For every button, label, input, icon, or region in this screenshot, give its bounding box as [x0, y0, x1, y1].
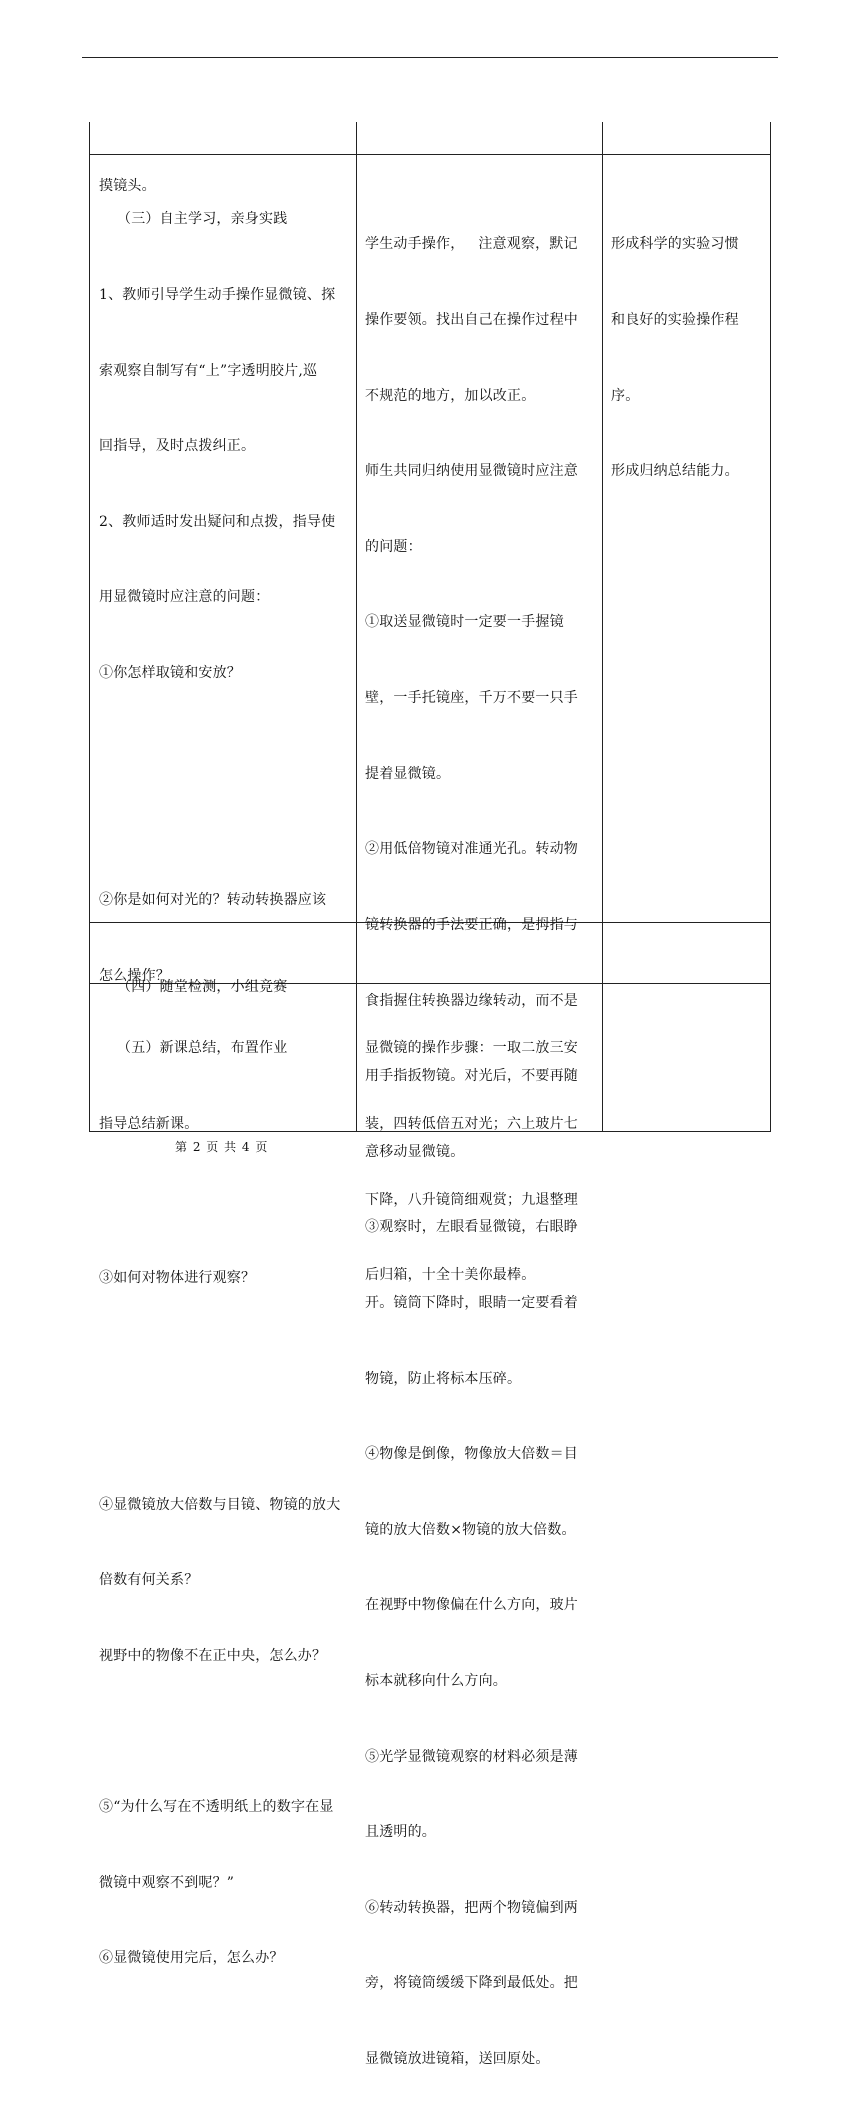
text-line: 物镜，防止将标本压碎。: [365, 1370, 522, 1387]
text-line: 下降，八升镜筒细观赏；九退整理: [365, 1191, 578, 1208]
blank-line: [99, 1417, 340, 1442]
text-line: 指导总结新课。: [99, 1116, 199, 1133]
answer-5: ⑤光学显微镜观察的材料必须是薄: [365, 1748, 578, 1765]
question-3: ③如何对物体进行观察？: [99, 1269, 256, 1286]
text-line: 旁，将镜筒缓缓下降到最低处。把: [365, 1975, 578, 1992]
text-line: 标本就移向什么方向。: [365, 1672, 507, 1689]
question-2: ②你是如何对光的？转动转换器应该: [99, 891, 327, 908]
answer-2: ②用低倍物镜对准通光孔。转动物: [365, 841, 578, 858]
text-line: 镜转换器的手法要正确，是拇指与: [365, 916, 578, 933]
answer-3: ③观察时，左眼看显微镜，右眼睁: [365, 1219, 578, 1236]
text-line: 不规范的地方，加以改正。: [365, 387, 536, 404]
row-divider-1: [89, 154, 771, 155]
text-line: 意移动显微镜。: [365, 1143, 465, 1160]
answer-4: ④物像是倒像，物像放大倍数＝目: [365, 1446, 578, 1463]
question-5: ⑤“为什么写在不透明纸上的数字在显: [99, 1799, 334, 1816]
text-line: 壁，一手托镜座，千万不要一只手: [365, 690, 578, 707]
text-line: 1、教师引导学生动手操作显微镜、探: [99, 287, 336, 304]
page-number-footer: 第 2 页 共 4 页: [175, 1140, 269, 1154]
answer-6: ⑥转动转换器，把两个物镜偏到两: [365, 1899, 578, 1916]
text-line: 倍数有何关系？: [99, 1572, 199, 1589]
question-1: ①你怎样取镜和安放？: [99, 665, 241, 682]
cell-summary: [365, 986, 578, 1339]
text-line: 在视野中物像偏在什么方向，玻片: [365, 1597, 578, 1614]
text-line: 食指握住转换器边缘转动，而不是: [365, 992, 578, 1009]
question-6: ⑥显微镜使用完后，怎么办？: [99, 1950, 284, 1967]
cell-teacher-r3: [99, 986, 287, 1188]
text-line: 索观察自制写有“上”字透明胶片,巡: [99, 362, 318, 379]
text-line: 用手指扳物镜。对光后，不要再随: [365, 1068, 578, 1085]
section-heading: （四）随堂检测，小组竞赛: [117, 979, 288, 996]
text-line: （三）自主学习，亲身实践: [117, 211, 288, 228]
column-divider-2: [602, 122, 603, 1132]
section-heading: （五）新课总结，布置作业: [117, 1040, 288, 1057]
text-line: 怎么操作？: [99, 967, 170, 984]
blank-line: [99, 1720, 340, 1745]
cell-design-intent: [611, 182, 739, 535]
text-line: 摸镜头。: [99, 178, 156, 195]
text-line: 序。: [611, 387, 640, 404]
text-line: 师生共同归纳使用显微镜时应注意: [365, 463, 578, 480]
text-line: 回指导，及时点拨纠正。: [99, 438, 256, 455]
text-line: 镜的放大倍数×物镜的放大倍数。: [365, 1521, 576, 1538]
header-rule: [82, 57, 778, 58]
table-border-right: [770, 122, 771, 1132]
text-line: 形成归纳总结能力。: [611, 463, 739, 480]
answer-1: ①取送显微镜时一定要一手握镜: [365, 614, 564, 631]
text-line: 和良好的实验操作程: [611, 312, 739, 329]
text-line: 装，四转低倍五对光；六上玻片七: [365, 1116, 578, 1133]
text-line: 视野中的物像不在正中央，怎么办？: [99, 1647, 327, 1664]
blank-line: [99, 737, 340, 762]
text-line: 显微镜放进镜箱，送回原处。: [365, 2051, 550, 2068]
column-divider-1: [356, 122, 357, 1132]
text-line: 且透明的。: [365, 1824, 436, 1841]
table-border-left: [89, 122, 90, 1132]
text-line: 提着显微镜。: [365, 765, 451, 782]
text-line: 形成科学的实验习惯: [611, 236, 739, 253]
text-line: 开。镜筒下降时，眼睛一定要看着: [365, 1294, 578, 1311]
question-4: ④显微镜放大倍数与目镜、物镜的放大: [99, 1496, 341, 1513]
blank-line: [99, 1342, 340, 1367]
text-line: 的问题：: [365, 538, 422, 555]
blank-line: [99, 812, 340, 837]
text-line: 后归箱，十全十美你最棒。: [365, 1267, 536, 1284]
text-line: 显微镜的操作步骤：一取二放三安: [365, 1040, 578, 1057]
text-line: 学生动手操作， 注意观察，默记: [365, 236, 578, 253]
text-line: 用显微镜时应注意的问题：: [99, 589, 270, 606]
text-line: 2、教师适时发出疑问和点拨，指导使: [99, 513, 336, 530]
text-line: 微镜中观察不到呢？”: [99, 1874, 235, 1891]
text-line: 操作要领。找出自己在操作过程中: [365, 312, 578, 329]
blank-line: [99, 1190, 340, 1215]
